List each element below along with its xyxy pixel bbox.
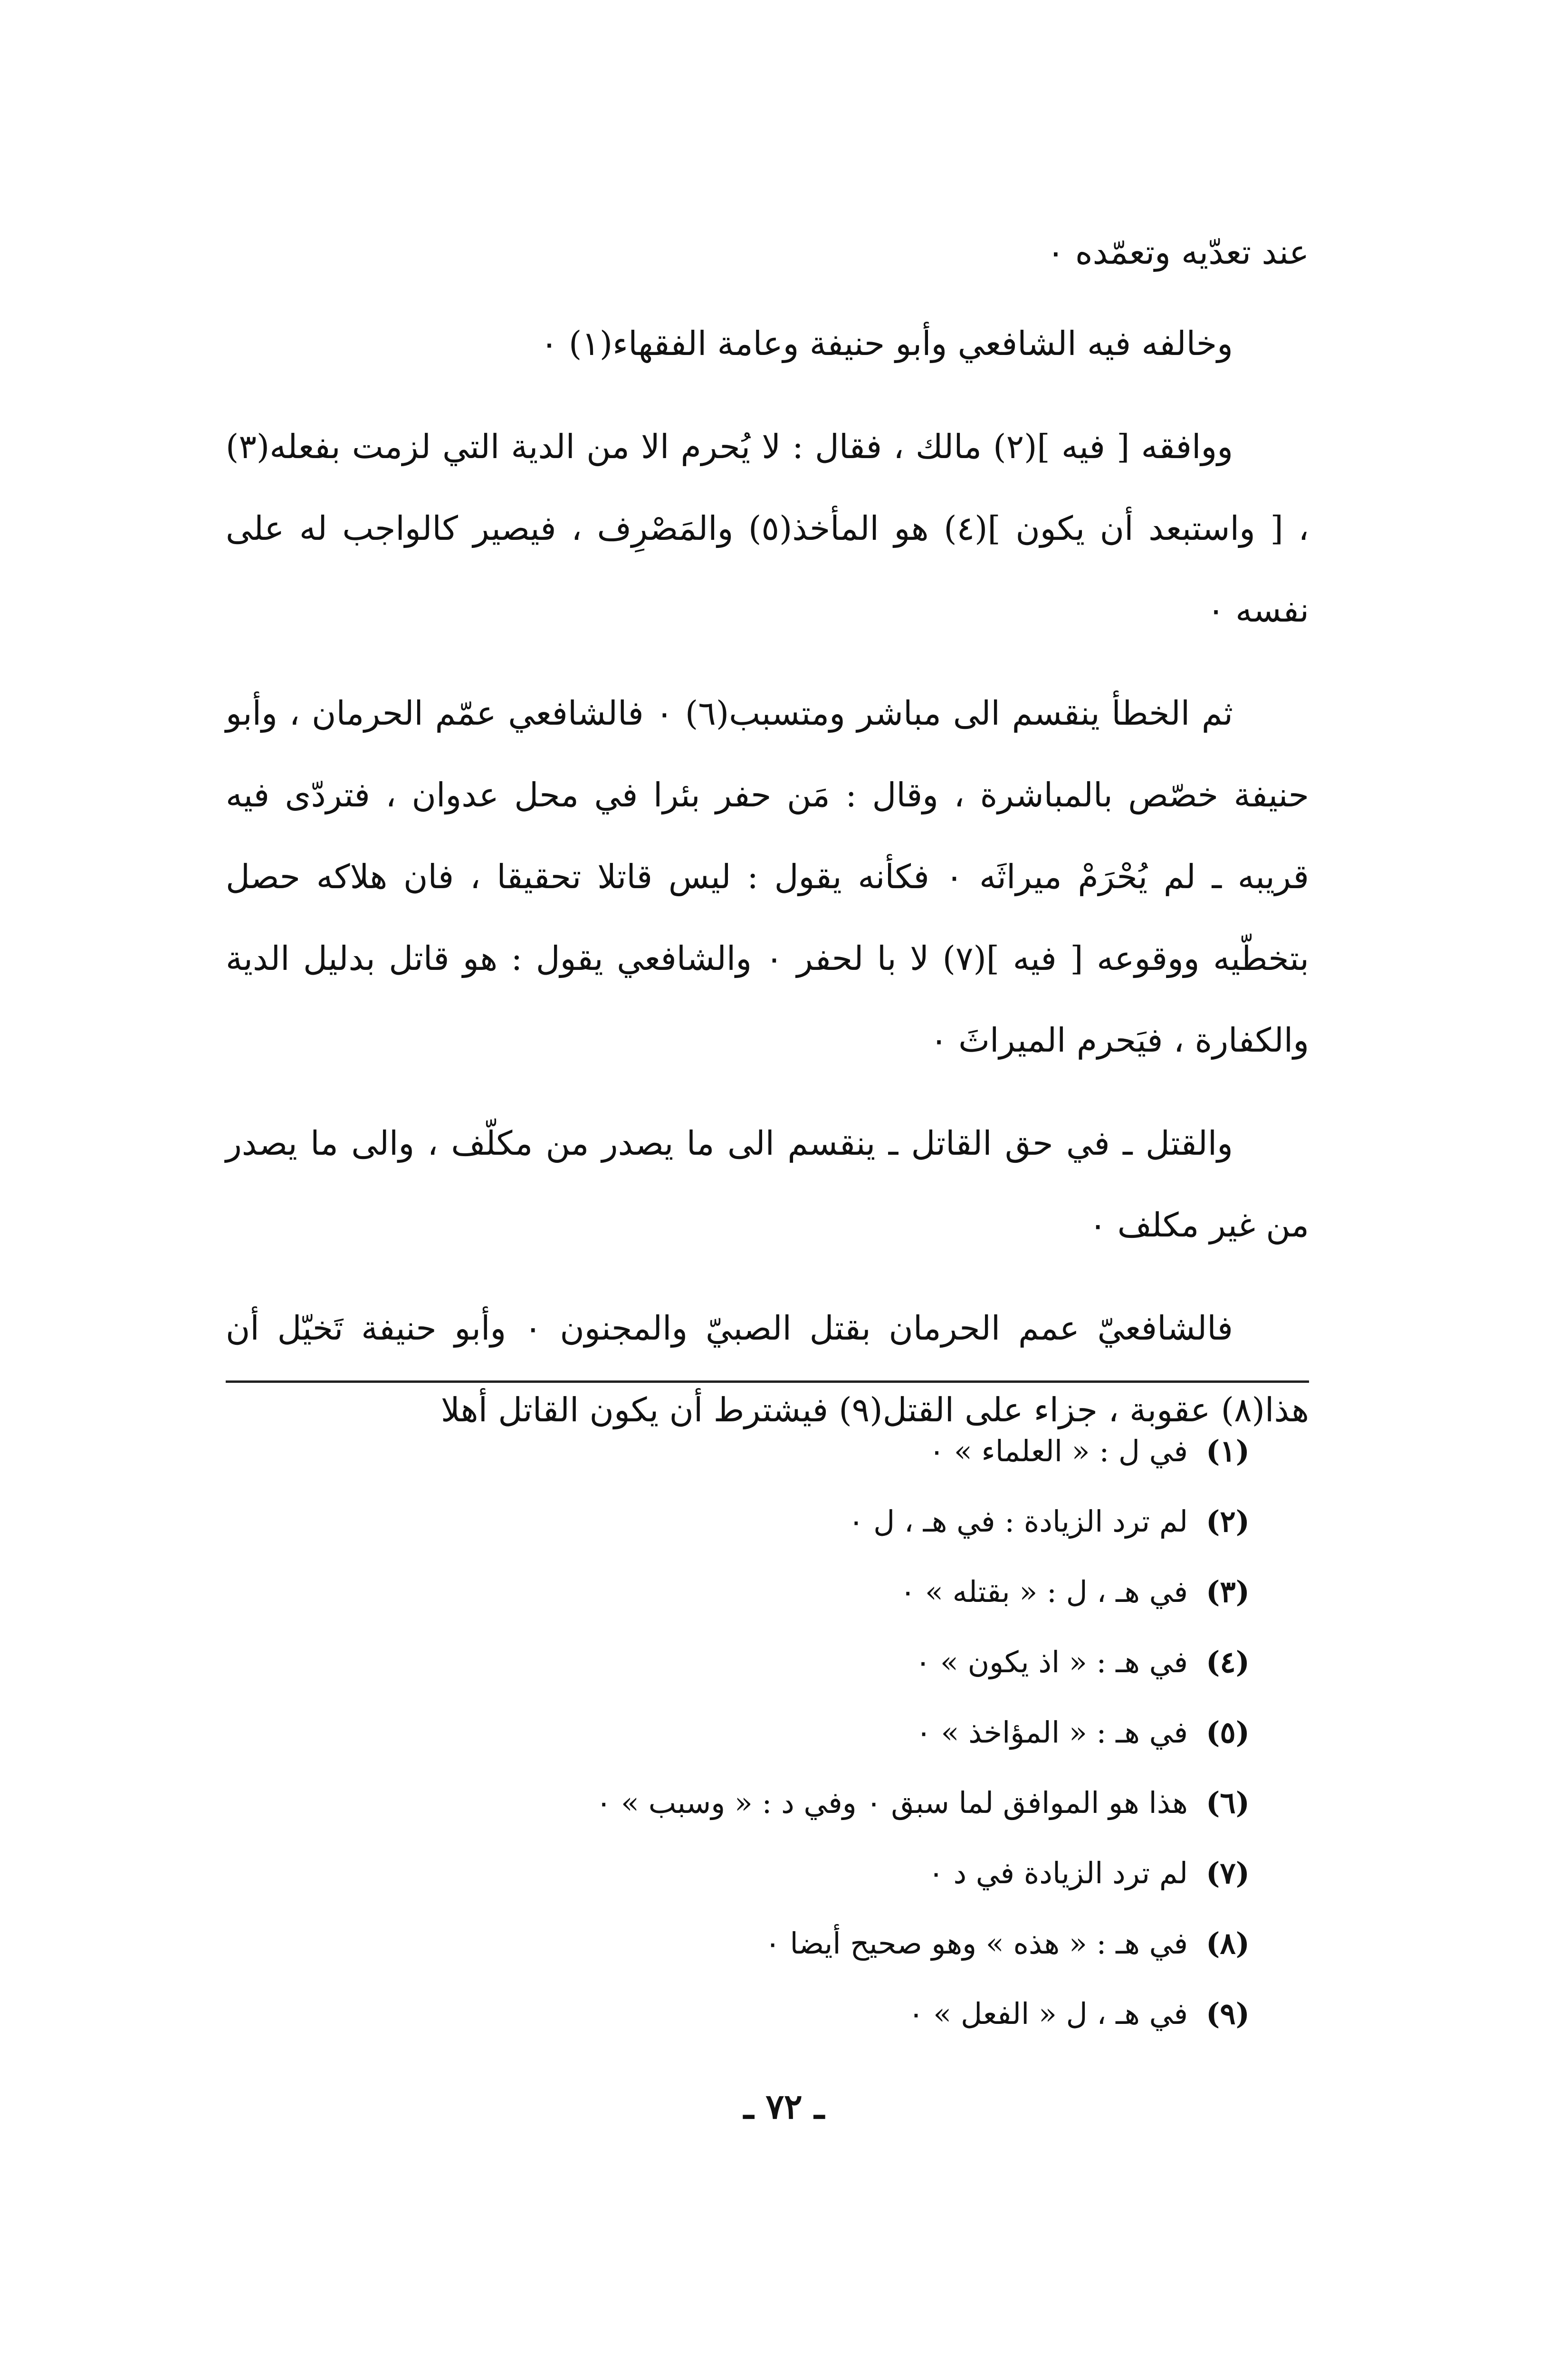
footnote-text: لم ترد الزيادة في د ٠ <box>928 1856 1188 1890</box>
footnote <box>252 1697 1250 1768</box>
main-text <box>226 211 1309 1472</box>
footnote <box>252 1486 1250 1557</box>
footnote <box>252 1416 1250 1486</box>
footnote-number: (١) <box>1206 1434 1250 1468</box>
footnote-text: في هـ : « المؤاخذ » ٠ <box>916 1715 1188 1750</box>
footnotes-list <box>252 1416 1250 2049</box>
footnote <box>252 1557 1250 1627</box>
footnote-text: في هـ ، ل « الفعل » ٠ <box>908 1996 1188 2031</box>
footnote-text: في هـ : « هذه » وهو صحيح أيضا ٠ <box>765 1926 1188 1961</box>
footnote <box>252 1768 1250 1838</box>
footnote <box>252 1627 1250 1697</box>
paragraph: وخالفه فيه الشافعي وأبو حنيفة وعامة الفقهاء(١) ٠ <box>540 324 1233 363</box>
footnote-number: (٣) <box>1206 1574 1250 1609</box>
footnote-number: (٥) <box>1206 1715 1250 1750</box>
footnote-text: في هـ ، ل : « بقتله » ٠ <box>899 1574 1188 1609</box>
page-number: ـ ٧٢ ـ <box>744 2086 824 2127</box>
footnote-number: (٤) <box>1206 1645 1250 1679</box>
paragraph: ووافقه [ فيه ](٢) مالك ، فقال : لا يُحرم الا من الدية التي لزمت بفعله(٣) ، [ واستبعد أن يكون ](٤) هو المأخذ(٥) والمَصْرِف ، فيصير كالواجب له على نفسه ٠ <box>226 427 1309 630</box>
footnote-divider <box>226 1380 1309 1383</box>
footnote-number: (٦) <box>1206 1785 1250 1820</box>
footnote-text: هذا هو الموافق لما سبق ٠ وفي د : « وسبب » ٠ <box>596 1785 1188 1820</box>
footnote <box>252 1838 1250 1908</box>
footnote <box>252 1908 1250 1979</box>
footnote-number: (٨) <box>1206 1926 1250 1961</box>
footnote-text: في ل : « العلماء » ٠ <box>928 1434 1188 1468</box>
paragraph: ثم الخطأ ينقسم الى مباشر ومتسبب(٦) ٠ فالشافعي عمّم الحرمان ، وأبو حنيفة خصّص بالمباشرة ، وقال : مَن حفر بئرا في محل عدوان ، فتردّى فيه قريبه ـ لم يُحْرَمْ ميراثَه ٠ فكأنه يقول : ليس قاتلا تحقيقا ، فان هلاكه حصل بتخطّيه ووقوعه [ فيه ](٧) لا با لحفر ٠ والشافعي يقول : هو قاتل بدليل الدية والكفارة ، فيَحرم الميراثَ ٠ <box>226 694 1310 1060</box>
footnote-number: (٩) <box>1206 1996 1250 2031</box>
footnote <box>252 1979 1250 2049</box>
footnote-text: في هـ : « اذ يكون » ٠ <box>915 1645 1188 1679</box>
paragraph: والقتل ـ في حق القاتل ـ ينقسم الى ما يصدر من مكلّف ، والى ما يصدر من غير مكلف ٠ <box>226 1124 1309 1245</box>
paragraph: عند تعدّيه وتعمّده ٠ <box>1047 233 1309 272</box>
footnote-text: لم ترد الزيادة : في هـ ، ل ٠ <box>848 1504 1188 1539</box>
paragraph: فالشافعيّ عمم الحرمان بقتل الصبيّ والمجنون ٠ وأبو حنيفة تَخيّل أن هذا(٨) عقوبة ، جزاء على القتل(٩) فيشترط أن يكون القاتل أهلا <box>226 1309 1309 1429</box>
footnote-number: (٧) <box>1206 1856 1250 1890</box>
footnote-number: (٢) <box>1206 1504 1250 1539</box>
